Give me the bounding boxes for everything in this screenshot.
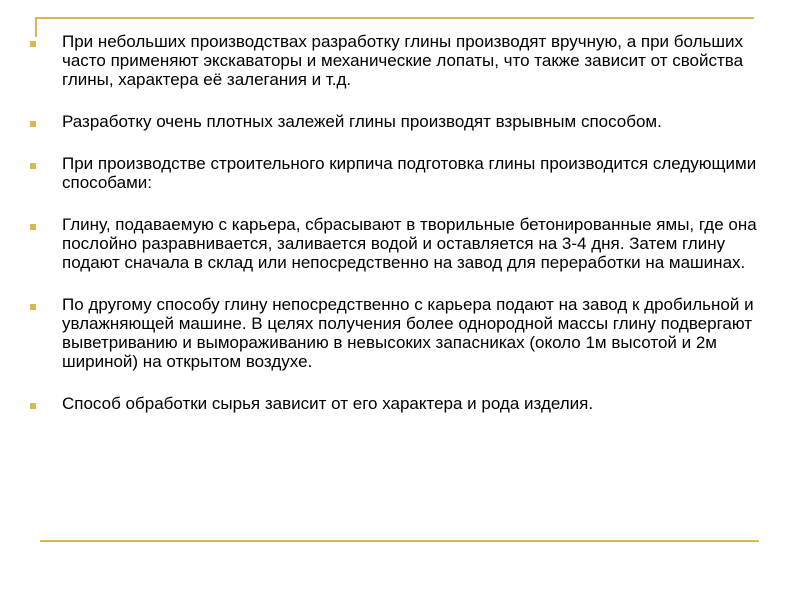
list-item-text: Разработку очень плотных залежей глины производят взрывным способом. (62, 112, 662, 131)
list-item (28, 394, 768, 413)
square-bullet-icon (30, 163, 36, 169)
list-item-text: По другому способу глину непосредственно с карьера подают на завод к дробильной и увлажняющей машине. В целях получения более однородной массы глину подвергают выветриванию и вымораживанию в невысоких запасниках (около 1м высотой и 2м шириной) на открытом воздухе. (62, 295, 754, 371)
top-decorative-rule (35, 17, 754, 19)
list-item-text: Способ обработки сырья зависит от его характера и рода изделия. (62, 394, 594, 413)
list-item (28, 154, 768, 192)
square-bullet-icon (30, 121, 36, 127)
bullet-list (28, 32, 768, 413)
list-item (28, 295, 768, 371)
list-item (28, 32, 768, 89)
list-item (28, 215, 768, 272)
list-item (28, 112, 768, 131)
list-item-text: При небольших производствах разработку глины производят вручную, а при больших часто применяют экскаваторы и механические лопаты, что также зависит от свойства глины, характера её залегания и т.д. (62, 32, 744, 89)
list-item-text: Глину, подаваемую с карьера, сбрасывают в творильные бетонированные ямы, где она послойно разравнивается, заливается водой и оставляется на 3-4 дня. Затем глину подают сначала в склад или непосредственно на завод для переработки на машинах. (62, 215, 757, 272)
square-bullet-icon (30, 224, 36, 230)
square-bullet-icon (30, 41, 36, 47)
square-bullet-icon (30, 403, 36, 409)
bottom-decorative-rule (40, 540, 759, 542)
list-item-text: При производстве строительного кирпича подготовка глины производится следующими способами: (62, 154, 757, 192)
square-bullet-icon (30, 304, 36, 310)
